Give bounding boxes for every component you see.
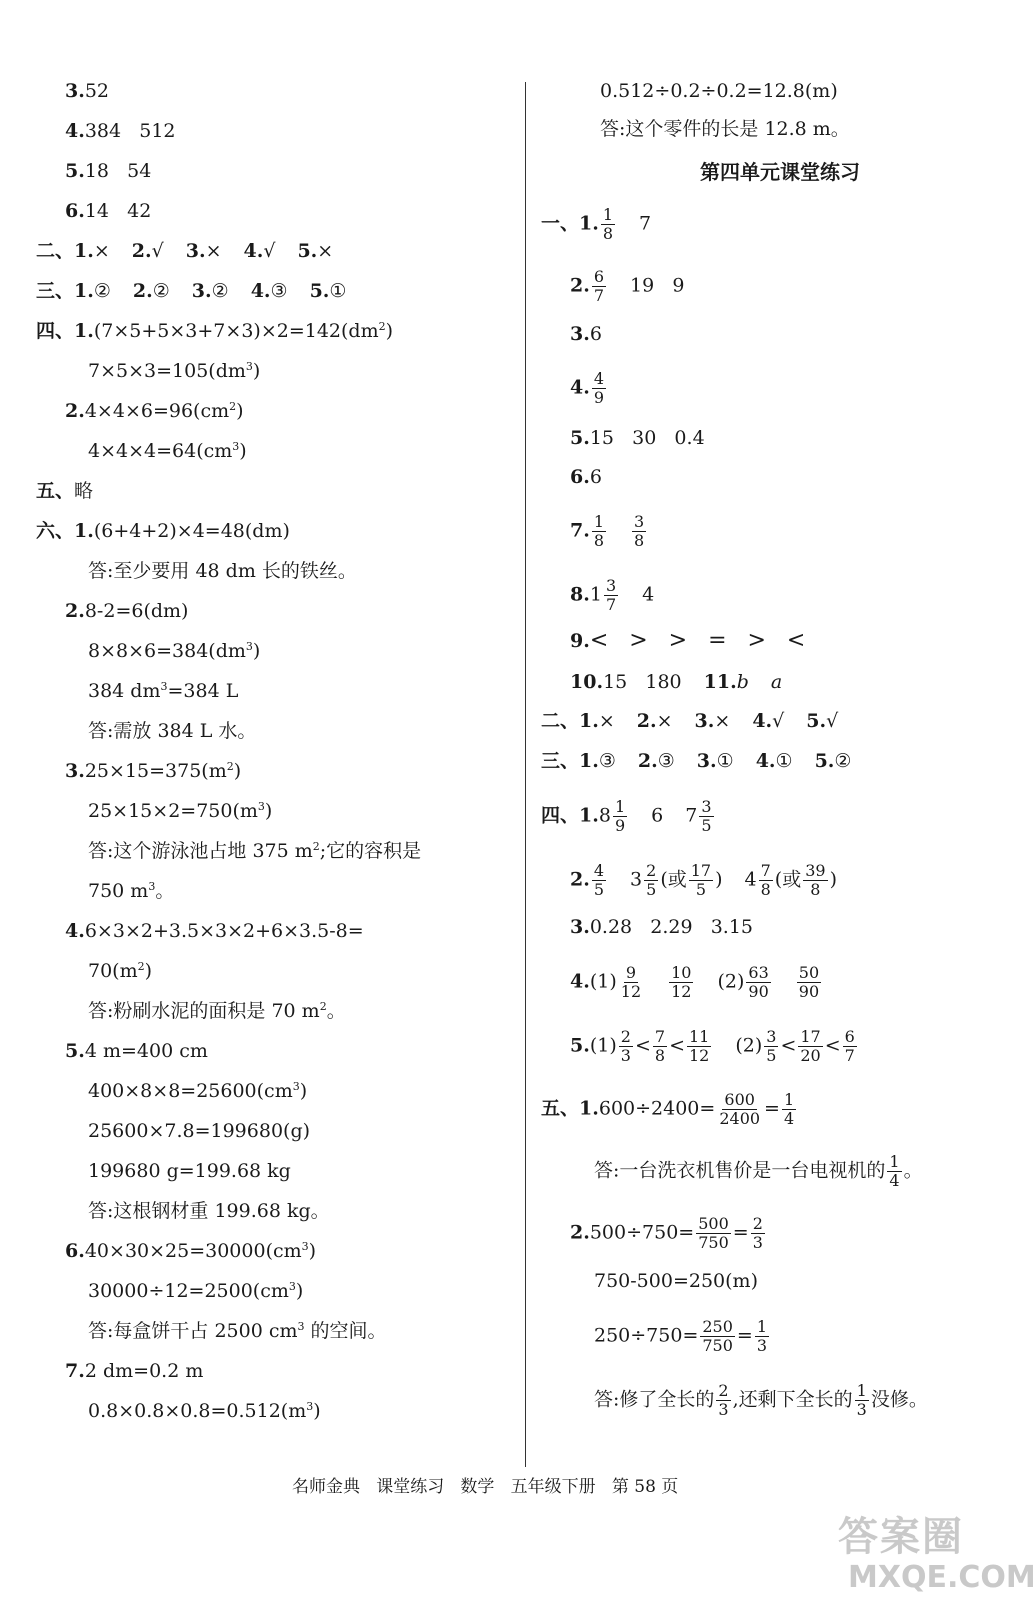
section-two-answers: 二、1.× 2.√ 3.× 4.√ 5.× [36,240,334,262]
section-three-answers: 三、1.③ 2.③ 3.① 4.① 5.② [541,750,852,772]
answer-line: 5.(1) $\frac{2}{3}$ < $\frac{7}{8}$ < $\frac{11}{12}$ (2) $\frac{3}{5}$ < $\frac{17}{20}$ < $\frac{6}{7}$ [570,1027,855,1065]
answer-line: 250÷750= $\frac{250}{750}$ = $\frac{1}{3}$ [594,1317,768,1355]
answer-line: 750 $m^3$。 [88,880,175,902]
answer-line: 4. $\frac{4}{9}$ [570,369,605,407]
answer-line: 答:每盒饼干占 2500 $cm^3$ 的空间。 [88,1320,387,1342]
answer-line: 4.6×3×2+3.5×3×2+6×3.5-8= [65,920,364,942]
section-three-answers: 三、1.② 2.② 3.② 4.③ 5.① [36,280,347,302]
answer-line: 3.0.28 2.29 3.15 [570,916,753,938]
section-two-answers: 二、1.× 2.× 3.× 4.√ 5.√ [541,710,839,732]
answer-line: 2. $\frac{4}{5}$ 3 $\frac{2}{5}$ (或 $\frac{17}{5}$ ) 4 $\frac{7}{8}$ (或 $\frac{39}{8}$ ) [570,861,837,899]
watermark-logo: 答案圈 [838,1514,964,1560]
answer-line: 5.4 m=400 cm [65,1040,208,1062]
answer-line: 答:这个零件的长是 12.8 m。 [600,118,850,140]
answer-line: 5.18 54 [65,160,152,182]
answer-line: 4.(1) $\frac{9}{12}$ $\frac{10}{12}$ (2) $\frac{63}{90}$ $\frac{50}{90}$ [570,963,820,1001]
answer-line: $7\times 5\times 3=105(dm^3)$ [88,360,261,382]
column-divider [525,82,526,1467]
answer-line: $25\times 15\times 2=750(m^3)$ [88,800,273,822]
answer-line: 3.52 [65,80,110,102]
answer-line: $8\times 8\times 6=384(dm^3)$ [88,640,261,662]
answer-line: 750-500=250(m) [594,1270,758,1292]
answer-line: 答:这个游泳池占地 375 $m^2$;它的容积是 [88,840,422,862]
answer-line: 199680 g=199.68 kg [88,1160,291,1182]
answer-line: 8.1 $\frac{3}{7}$ 4 [570,576,655,614]
answer-line: 四、$1.(7\times 5+5\times 3+7\times 3)\times 2=142(dm^2)$ [36,320,394,342]
answer-line: 答:一台洗衣机售价是一台电视机的 $\frac{1}{4}$ 。 [594,1152,923,1190]
answer-line: 10.15 180 11.b a [570,671,783,693]
answer-line: $400\times 8\times 8=25600(cm^3)$ [88,1080,308,1102]
answer-line: $0.8\times 0.8\times 0.8=0.512(m^3)$ [88,1400,321,1422]
answer-line: 5.15 30 0.4 [570,427,705,449]
answer-line: $30000\div 12=2500(cm^3)$ [88,1280,304,1302]
answer-line: $4\times 4\times 4=64(cm^3)$ [88,440,247,462]
answer-line: 答:这根钢材重 199.68 kg。 [88,1200,330,1222]
answer-line: 7. $\frac{1}{8}$ $\frac{3}{8}$ [570,512,645,550]
answer-line: 2.500÷750= $\frac{500}{750}$ = $\frac{2}{3}$ [570,1214,763,1252]
answer-line: 五、略 [36,480,94,502]
answer-line: 答:粉刷水泥的面积是 70 $m^2$。 [88,1000,346,1022]
page-footer: 名师金典 课堂练习 数学 五年级下册 第 58 页 [292,1477,679,1497]
answer-line: 2. $\frac{6}{7}$ 19 9 [570,267,685,305]
answer-line: 3.6 [570,323,602,345]
answer-line: 4.384 512 [65,120,176,142]
answer-line: $6.40\times 30\times 25=30000(cm^3)$ [65,1240,317,1262]
section-heading: 第四单元课堂练习 [700,160,860,184]
answer-line: 五、1.600÷2400= $\frac{600}{2400}$ = $\frac{1}{4}$ [541,1090,795,1128]
answer-line: 2.8-2=6(dm) [65,600,189,622]
answer-line: 一、1. $\frac{1}{8}$ 7 [541,205,652,243]
answer-line: 六、1.(6+4+2)×4=48(dm) [36,520,290,542]
answer-line: $70(m^2)$ [88,960,153,982]
answer-line: 答:至少要用 48 dm 长的铁丝。 [88,560,357,582]
answer-line: 9.< > > = > < [570,628,806,653]
answer-line: 答:需放 384 L 水。 [88,720,257,742]
answer-line: 6.14 42 [65,200,152,222]
answer-line: 6.6 [570,466,602,488]
answer-line: $3.25\times 15=375(m^2)$ [65,760,242,782]
answer-line: 25600×7.8=199680(g) [88,1120,311,1142]
answer-line: 0.512÷0.2÷0.2=12.8(m) [600,80,838,102]
answer-line: 384 $dm^3=384$ L [88,680,239,702]
answer-line: 答:修了全长的 $\frac{2}{3}$ ,还剩下全长的 $\frac{1}{3}$ 没修。 [594,1381,928,1419]
answer-line: $2.4\times 4\times 6=96(cm^2)$ [65,400,244,422]
answer-line: 四、1.8 $\frac{1}{9}$ 6 7 $\frac{3}{5}$ [541,797,712,835]
watermark-url: MXQE.COM [848,1560,1036,1595]
answer-line: 7.2 dm=0.2 m [65,1360,204,1382]
